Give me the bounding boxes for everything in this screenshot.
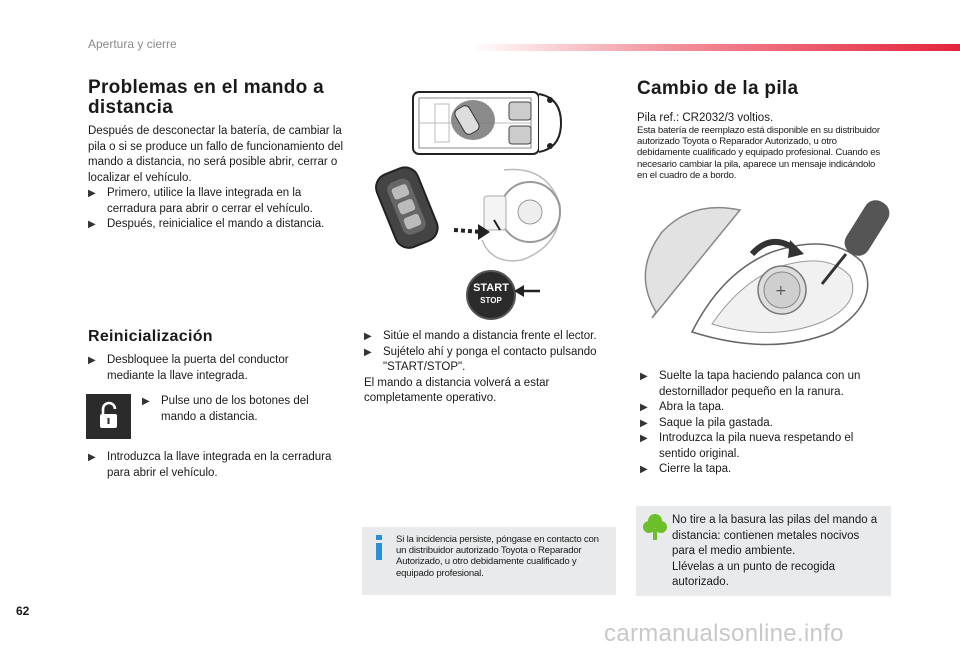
middle-steps (364, 329, 614, 407)
middle-result: El mando a distancia volverá a estar completamente operativo. (364, 376, 550, 404)
start-label: START (473, 282, 509, 294)
watermark: carmanualsonline.info (604, 620, 844, 647)
bullet-arrow-icon: ▶︎ (142, 396, 150, 407)
info-note-box (362, 527, 616, 595)
problems-bullet-2: ▶︎ Después, reinicialice el mando a distancia. (88, 217, 346, 233)
bullet-arrow-icon: ▶︎ (88, 188, 96, 199)
key-fob-reader-illustration (372, 160, 562, 270)
reinit-step-1: ▶︎ Desbloquee la puerta del conductor mediante la llave integrada. (88, 354, 289, 382)
bullet-arrow-icon: ▶︎ (640, 464, 648, 475)
eco-note-text: No tire a la basura las pilas del mando a distancia: contienen metales nocivos para el medio ambiente. Llévelas a un punto de recogida autorizado. (672, 514, 878, 588)
van-top-view-illustration (405, 86, 565, 165)
middle-bullet-1: ▶︎ Sitúe el mando a distancia frente el lector. (364, 329, 614, 345)
info-icon (372, 535, 386, 561)
battery-ref: Pila ref.: CR2032/3 voltios. (637, 112, 774, 124)
section-title-reinit: Reinicialización (88, 328, 213, 345)
tree-icon (643, 513, 667, 546)
battery-bullet-4: ▶︎ Introduzca la pila nueva respetando el sentido original. (640, 432, 854, 460)
info-note-text: Si la incidencia persiste, póngase en contacto con un distribuidor autorizado Toyota o Reparador Autorizado, u otro debidamente cualificado y equipado profesional. (396, 534, 599, 579)
bullet-arrow-icon: ▶︎ (364, 346, 372, 358)
middle-bullet-2: ▶︎ Sujételo ahí y ponga el contacto pulsando "START/STOP". (364, 345, 597, 373)
battery-bullet-1: ▶︎ Suelte la tapa haciendo palanca con un destornillador pequeño en la ranura. (640, 370, 861, 398)
bullet-arrow-icon: ▶︎ (88, 452, 96, 463)
problems-bullet-1: ▶︎ Primero, utilice la llave integrada en la cerradura para abrir o cerrar el vehículo. (88, 187, 313, 215)
page-number: 62 (16, 604, 30, 618)
svg-text:+: + (775, 283, 787, 299)
battery-steps (640, 369, 885, 478)
bullet-arrow-icon: ▶︎ (640, 433, 648, 444)
reinit-step-2: ▶︎ Pulse uno de los botones del mando a distancia. (142, 395, 309, 423)
section-header: Apertura y cierre (88, 37, 177, 51)
bullet-arrow-icon: ▶︎ (364, 331, 372, 342)
battery-replacement-illustration (632, 192, 894, 359)
section-title-battery: Cambio de la pila (637, 78, 799, 99)
bullet-arrow-icon: ▶︎ (640, 417, 648, 429)
bullet-arrow-icon: ▶︎ (640, 371, 648, 382)
bullet-arrow-icon: ▶︎ (88, 219, 96, 230)
eco-note-box (636, 506, 891, 596)
battery-bullet-3: ▶︎ Saque la pila gastada. (640, 416, 885, 432)
start-stop-button (466, 270, 516, 320)
stop-label: STOP (480, 296, 502, 305)
unlock-icon (86, 394, 131, 439)
bullet-arrow-icon: ▶︎ (640, 402, 648, 413)
battery-bullet-2: ▶︎ Abra la tapa. (640, 400, 885, 416)
problems-intro: Después de desconectar la batería, de cambiar la pila o si se produce un fallo de funcionamiento del mando a distancia, no será posible abrir, cerrar o localizar el vehículo. (88, 125, 344, 184)
battery-bullet-5: ▶︎ Cierre la tapa. (640, 462, 885, 478)
section-title-problems: Problemas en el mando a distancia (88, 77, 325, 118)
reinit-step-3: ▶︎ Introduzca la llave integrada en la cerradura para abrir el vehículo. (88, 451, 332, 479)
problems-text (88, 124, 346, 233)
bullet-arrow-icon: ▶︎ (88, 355, 96, 366)
arrow-left-icon (514, 284, 540, 303)
header-accent-bar (470, 44, 960, 51)
battery-note: Esta batería de reemplazo está disponible en su distribuidor autorizado Toyota o Reparador Autorizado, u otro debidamente cualificado y equipado profesional. Cuando es necesario cambiar la pila, aparece un mensaje indicándolo en el cuadro de a bordo. (637, 125, 881, 181)
